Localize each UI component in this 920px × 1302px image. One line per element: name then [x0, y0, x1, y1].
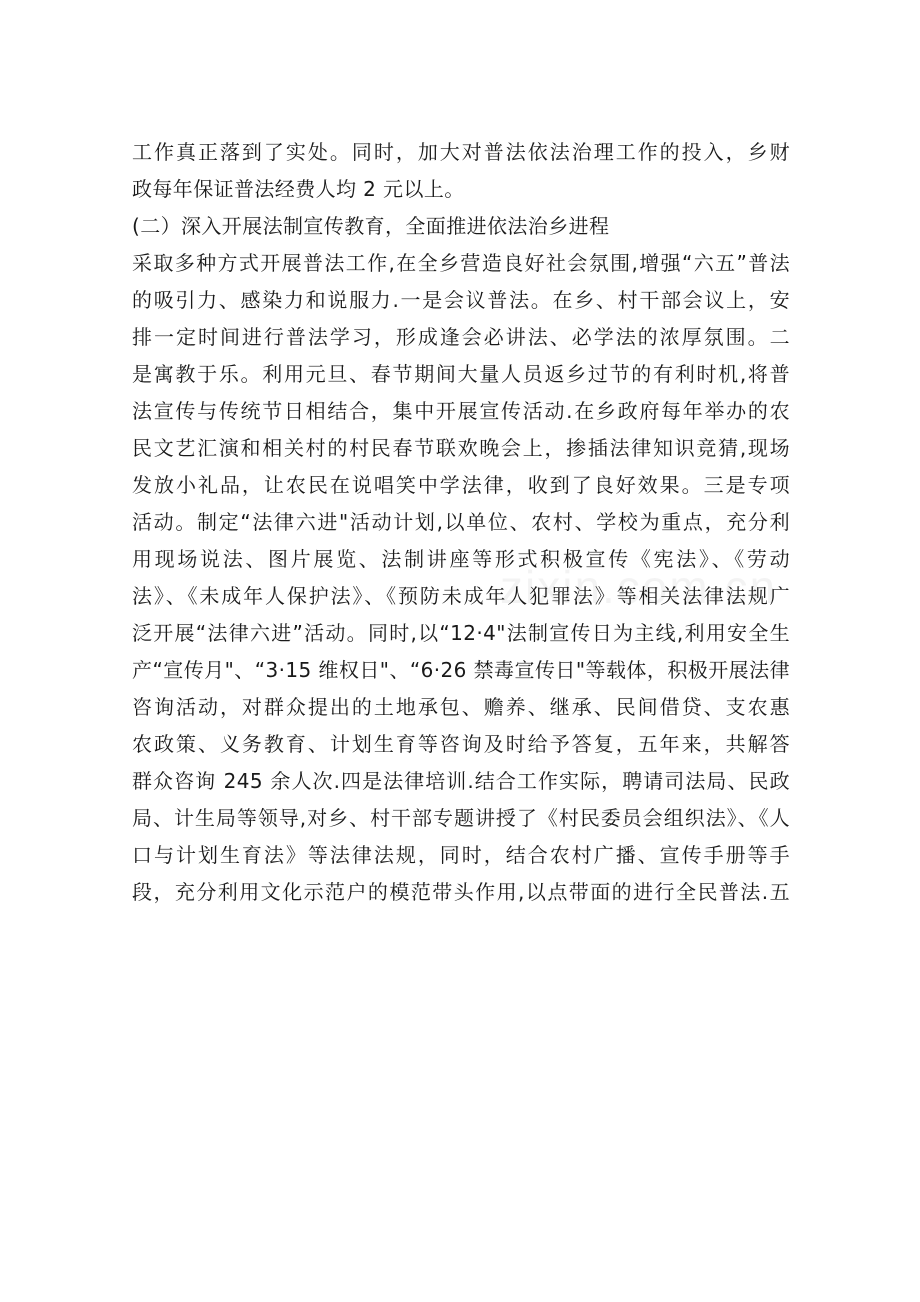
text-line: 工作真正落到了实处。同时，加大对普法依法治理工作的投入，乡财: [132, 140, 790, 164]
text-line: 农政策、义务教育、计划生育等咨询及时给予答复，五年来，共解答: [132, 732, 790, 756]
text-line: 法宣传与传统节日相结合，集中开展宣传活动.在乡政府每年举办的农: [132, 399, 790, 423]
text-line: 是寓教于乐。利用元旦、春节期间大量人员返乡过节的有利时机,将普: [132, 362, 790, 386]
text-line: 发放小礼品，让农民在说唱笑中学法律，收到了良好效果。三是专项: [132, 473, 790, 497]
text-line: 民文艺汇演和相关村的村民春节联欢晚会上，掺插法律知识竞猜,现场: [132, 436, 790, 460]
text-line: 段，充分利用文化示范户的模范带头作用,以点带面的进行全民普法.五: [132, 880, 790, 904]
section-heading: (二）深入开展法制宣传教育，全面推进依法治乡进程: [132, 214, 610, 238]
text-line: 咨询活动，对群众提出的土地承包、赡养、继承、民间借贷、支农惠: [132, 695, 790, 719]
text-line: 产“宣传月"、“3·15 维权日"、“6·26 禁毒宣传日"等载体，积极开展法律: [132, 658, 790, 682]
text-line: 活动。制定“法律六进"活动计划,以单位、农村、学校为重点，充分利: [132, 510, 790, 534]
text-line: 用现场说法、图片展览、法制讲座等形式积极宣传《宪法》、《劳动: [132, 547, 790, 571]
text-line: 群众咨询 245 余人次.四是法律培训.结合工作实际，聘请司法局、民政: [132, 769, 790, 793]
text-line: 法》、《未成年人保护法》、《预防未成年人犯罪法》等相关法律法规广: [132, 584, 790, 608]
text-line: 口与计划生育法》等法律法规，同时，结合农村广播、宣传手册等手: [132, 843, 790, 867]
text-line: 采取多种方式开展普法工作,在全乡营造良好社会氛围,增强“六五”普法: [132, 251, 790, 275]
text-line: 的吸引力、感染力和说服力.一是会议普法。在乡、村干部会议上，安: [132, 288, 790, 312]
text-line: 政每年保证普法经费人均 2 元以上。: [132, 177, 465, 201]
text-line: 排一定时间进行普法学习，形成逢会必讲法、必学法的浓厚氛围。二: [132, 325, 790, 349]
body-text: [132, 134, 790, 911]
text-line: 局、计生局等领导,对乡、村干部专题讲授了《村民委员会组织法》、《人: [132, 806, 790, 830]
text-line: 泛开展“法律六进”活动。同时,以“12·4"法制宣传日为主线,利用安全生: [132, 621, 790, 645]
